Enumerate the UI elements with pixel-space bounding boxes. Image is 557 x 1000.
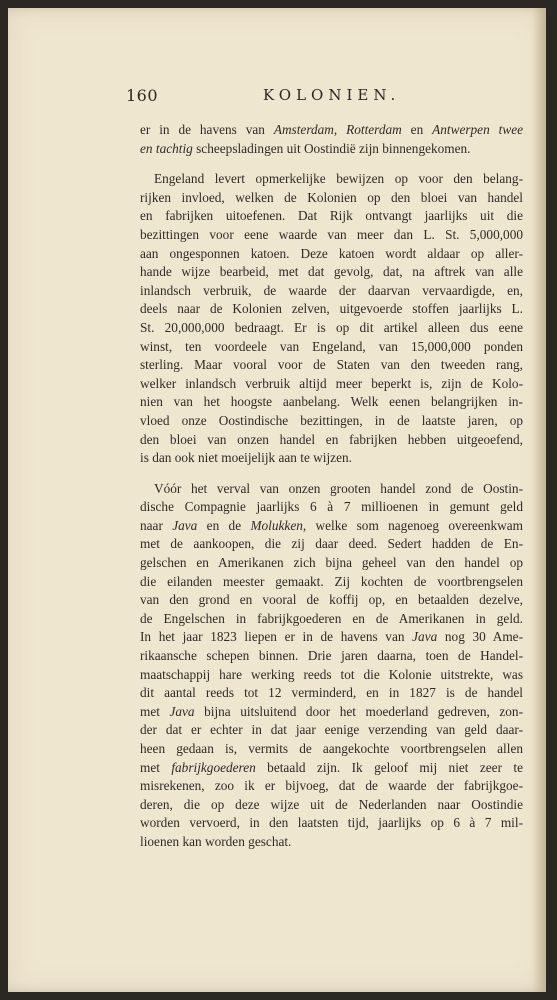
page-number: 160 xyxy=(126,86,159,105)
text-line: sterling. Maar vooral voor de Staten van den tweeden rang, xyxy=(140,357,523,373)
text-line: St. 20,000,000 bedraagt. Er is op dit artikel alleen dus eene xyxy=(140,319,523,335)
text-line: rikaansche schepen binnen. Drie jaren daarna, toen de Handel- xyxy=(140,648,523,664)
text-line: en fabrijken uitoefenen. Dat Rijk ontvangt jaarlijks uit die xyxy=(140,208,523,224)
text-line: met de aankoopen, die zij daar deed. Sedert hadden de En- xyxy=(140,536,523,552)
text-line: de Engelschen in fabrijkgoederen en de Amerikanen in geld. xyxy=(140,610,523,626)
paragraph-3 xyxy=(140,480,523,852)
text-line: den bloei van onzen handel en fabrijken hebben uitgeoefend, xyxy=(140,431,523,447)
text-line: In het jaar 1823 liepen er in de havens van Java nog 30 Ame- xyxy=(140,629,523,645)
text-line: inlandsch verbruik, de waarde der daarvan vervaardigde, en, xyxy=(140,282,523,298)
text-line: worden vervoerd, in den laatsten tijd, jaarlijks op 6 à 7 mil- xyxy=(140,815,523,831)
text-line: bezittingen voor eene waarde van meer dan L. St. 5,000,000 xyxy=(140,226,523,242)
text-line: die eilanden meester gemaakt. Zij kochten de voortbrengselen xyxy=(140,573,523,589)
text-line: misrekenen, zoo ik er bijvoeg, dat de waarde der fabrijkgoe- xyxy=(140,778,523,794)
text-line: vloed onze Oostindische bezittingen, in de laatste jaren, op xyxy=(140,412,523,428)
text-line: rijken invloed, welken de Kolonien op den bloei van handel xyxy=(140,189,523,205)
text-line: naar Java en de Molukken, welke som nagenoeg overeenkwam xyxy=(140,517,523,533)
running-title: KOLONIEN. xyxy=(263,86,401,104)
text-line: aan ongesponnen katoen. Deze katoen wordt aldaar op aller- xyxy=(140,245,523,261)
text-line: van den grond en vooral de koffij op, en betaalden dezelve, xyxy=(140,592,523,608)
text-line: welker inlandsch verbruik altijd meer beperkt is, zijn de Kolo- xyxy=(140,375,523,391)
text-line: lioenen kan worden geschat. xyxy=(140,833,292,849)
text-line: winst, ten voordeele van Engeland, van 15,000,000 ponden xyxy=(140,338,523,354)
paragraph-2 xyxy=(140,170,523,468)
paragraph-1 xyxy=(140,121,523,158)
text-line: is dan ook niet moeijelijk aan te wijzen. xyxy=(140,450,352,466)
text-line: Vóór het verval van onzen grooten handel zond de Oostin- xyxy=(154,480,523,496)
text-line: gelschen en Amerikanen zich bijna geheel van den handel op xyxy=(140,555,523,571)
text-line: heen gedaan is, vermits de aangekochte voortbrengselen allen xyxy=(140,741,523,756)
page-edge-shadow xyxy=(532,8,546,992)
body-text xyxy=(140,121,523,852)
book-page xyxy=(8,8,546,992)
text-line: dische Compagnie jaarlijks 6 à 7 millioenen in gemunt geld xyxy=(140,499,523,515)
text-line: der dat er echter in dat jaar eenige verzending van geld daar- xyxy=(140,722,523,738)
text-line: Engeland levert opmerkelijke bewijzen op voor den belang- xyxy=(154,171,523,187)
text-line: deels naar de Kolonien zelven, uitgevoerde stoffen jaarlijks L. xyxy=(140,301,523,317)
text-line: dit aantal reeds tot 12 verminderd, en in 1827 is de handel xyxy=(140,685,523,701)
text-line: met fabrijkgoederen betaald zijn. Ik geloof mij niet zeer te xyxy=(140,759,524,775)
text-line: en tachtig scheepsladingen uit Oostindië zijn binnengekomen. xyxy=(140,140,471,156)
text-line: hande wijze bearbeid, met dat gevolg, dat, na aftrek van alle xyxy=(140,264,523,280)
text-line: met Java bijna uitsluitend door het moederland gedreven, zon- xyxy=(140,703,524,719)
text-line: er in de havens van Amsterdam, Rotterdam en Antwerpen twee xyxy=(140,122,523,137)
text-line: deren, die op deze wijze uit de Nederlanden naar Oostindie xyxy=(140,796,523,812)
text-line: nien van het hoogste aanbelang. Welk eenen belangrijken in- xyxy=(140,394,523,410)
page-header xyxy=(126,86,521,110)
text-line: maatschappij hare werking reeds tot die Kolonie uitstrekte, was xyxy=(140,666,523,682)
